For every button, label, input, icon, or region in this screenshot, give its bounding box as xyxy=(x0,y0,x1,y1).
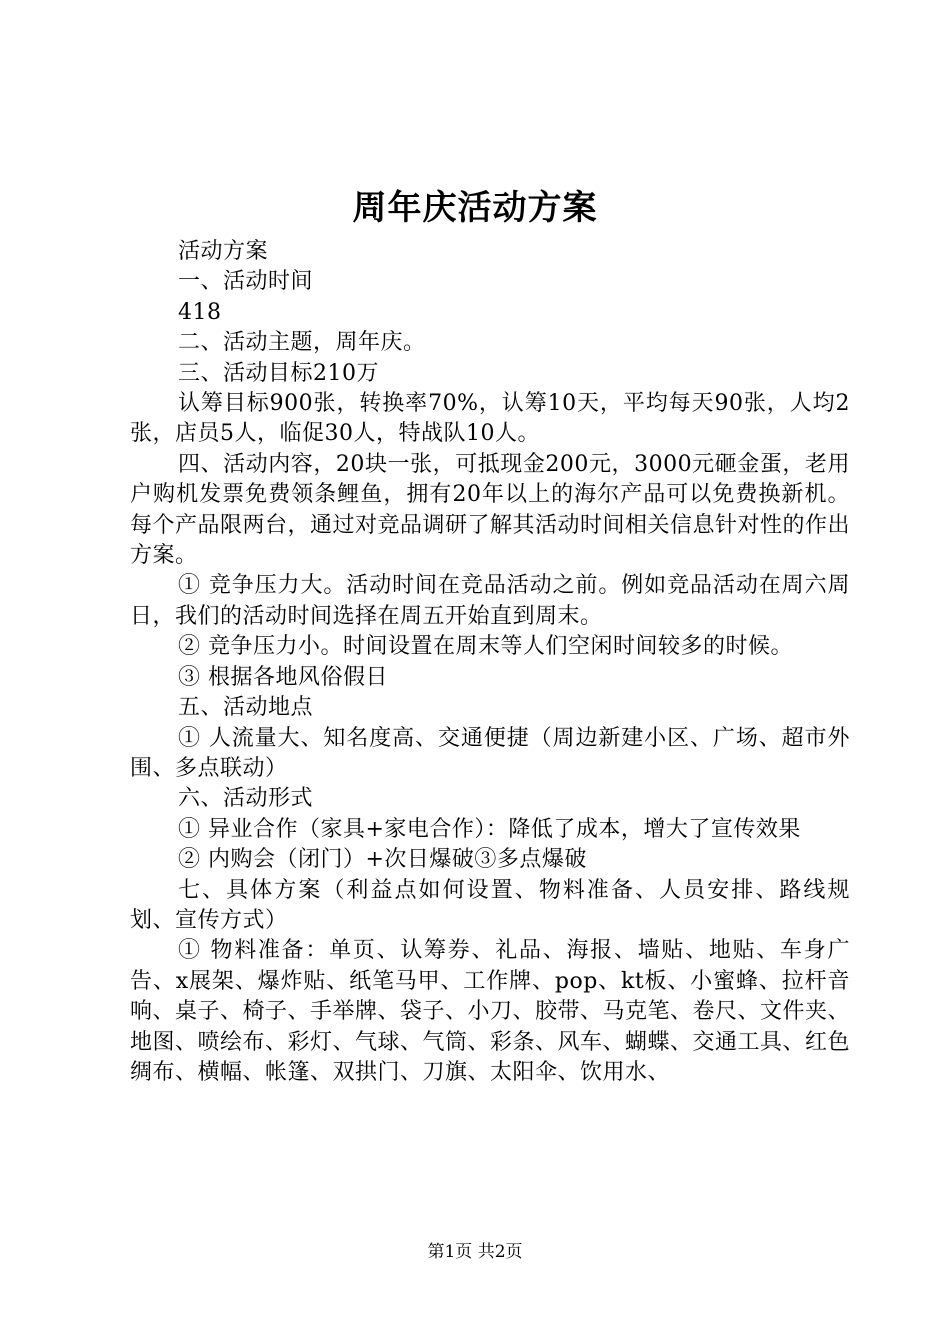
section-2-heading: 二、活动主题，周年庆。 xyxy=(178,330,426,356)
section-4-item-3: ③ 根据各地风俗假日 xyxy=(178,664,388,690)
section-6-item-1: ① 异业合作（家具+家电合作）：降低了成本，增大了宣传效果 xyxy=(178,816,801,842)
document-body xyxy=(130,237,850,1088)
section-7-heading: 七、具体方案（利益点如何设置、物料准备、人员安排、路线规划、宣传方式） xyxy=(130,877,850,933)
section-7-item-1: ① 物料准备：单页、认筹券、礼品、海报、墙贴、地贴、车身广告、x展架、爆炸贴、纸笔马甲、工作牌、pop、kt板、小蜜蜂、拉杆音响、桌子、椅子、手举牌、袋子、小刀、胶带、马克笔、卷尺、文件夹、地图、喷绘布、彩灯、气球、气筒、彩条、风车、蝴蝶、交通工具、红色绸布、横幅、帐篷、双拱门、刀旗、太阳伞、饮用水、 xyxy=(130,938,851,1085)
section-3-heading: 三、活动目标210万 xyxy=(178,360,379,386)
page-footer: 第1页 共2页 xyxy=(427,1242,523,1262)
section-3-text: 认筹目标900张，转换率70%，认筹10天，平均每天90张，人均2张，店员5人，临促30人，特战队10人。 xyxy=(130,391,850,447)
document-title: 周年庆活动方案 xyxy=(352,188,598,228)
section-4-item-1: ① 竞争压力大。活动时间在竞品活动之前。例如竞品活动在周六周日，我们的活动时间选择在周五开始直到周末。 xyxy=(130,573,850,629)
section-6-heading: 六、活动形式 xyxy=(178,786,314,812)
section-1-text: 418 xyxy=(178,299,222,325)
section-4-text: 四、活动内容，20块一张，可抵现金200元，3000元砸金蛋，老用户购机发票免费领条鲤鱼，拥有20年以上的海尔产品可以免费换新机。每个产品限两台，通过对竞品调研了解其活动时间相关信息针对性的作出方案。 xyxy=(130,451,851,569)
section-1-heading: 一、活动时间 xyxy=(178,269,314,295)
section-4-item-2: ② 竞争压力小。时间设置在周末等人们空闲时间较多的时候。 xyxy=(178,634,793,660)
section-5-item-1: ① 人流量大、知名度高、交通便捷（周边新建小区、广场、超市外围、多点联动） xyxy=(130,725,850,781)
section-5-heading: 五、活动地点 xyxy=(178,695,314,721)
section-6-item-2: ② 内购会（闭门）+次日爆破③多点爆破 xyxy=(178,847,587,873)
paragraph-heading: 活动方案 xyxy=(178,239,269,264)
